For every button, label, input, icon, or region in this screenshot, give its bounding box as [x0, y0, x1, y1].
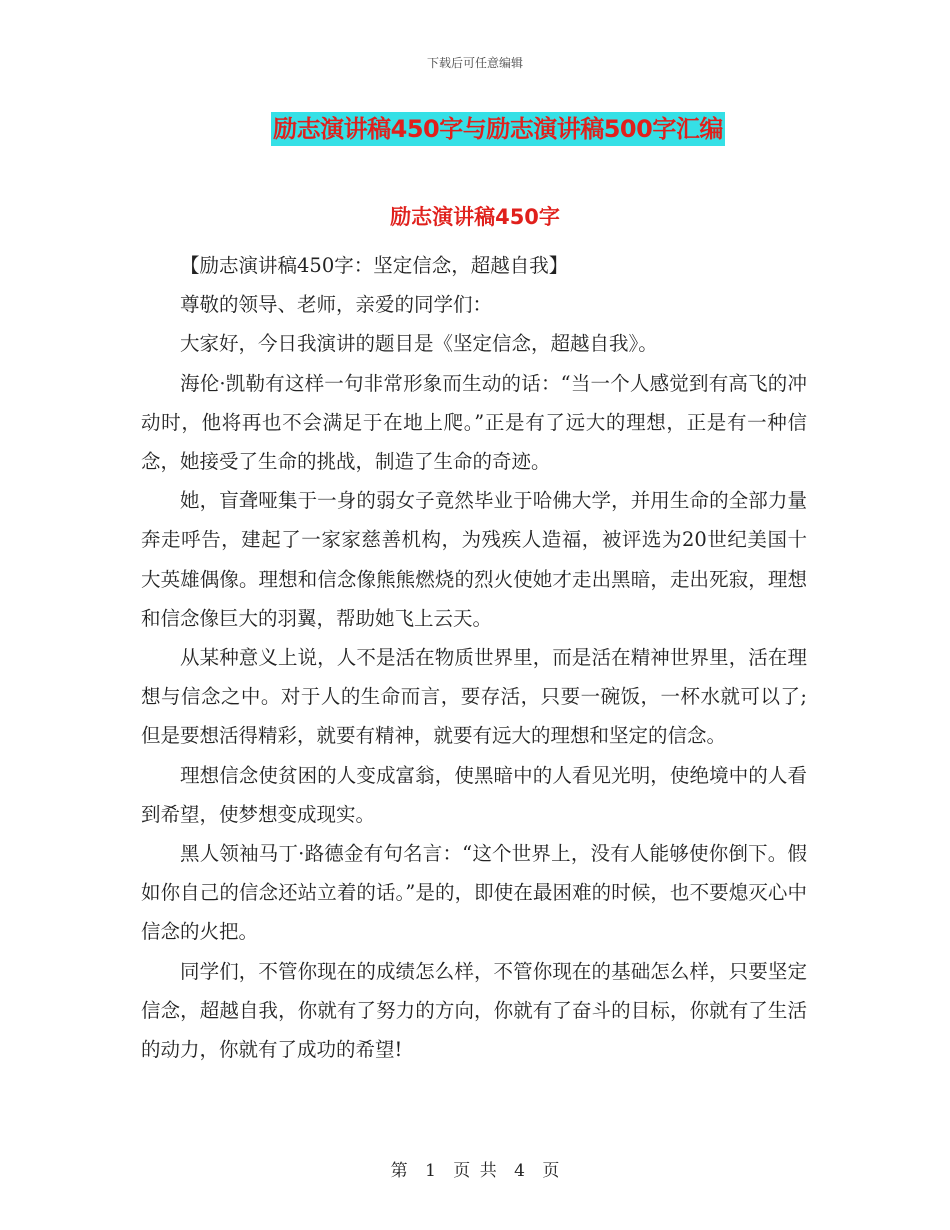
document-title-text: 励志演讲稿450字与励志演讲稿500字汇编: [271, 112, 725, 146]
footer-total-pages: 4: [514, 1161, 525, 1181]
section-title: 励志演讲稿450字: [390, 205, 560, 229]
paragraph: 理想信念使贫困的人变成富翁，使黑暗中的人看见光明，使绝境中的人看到希望，使梦想变成现实。: [141, 763, 807, 826]
paragraph: 大家好，今日我演讲的题目是《坚定信念，超越自我》。: [180, 332, 658, 356]
paragraph: 黑人领袖马丁·路德金有句名言：“这个世界上，没有人能够使你倒下。假如你自己的信念还站立着的话。”是的，即使在最困难的时候，也不要熄灭心中信念的火把。: [141, 842, 807, 944]
footer-mid: 页 共: [453, 1161, 497, 1181]
paragraph: 同学们，不管你现在的成绩怎么样，不管你现在的基础怎么样，只要坚定信念，超越自我，你就有了努力的方向，你就有了奋斗的目标，你就有了生活的动力，你就有了成功的希望!: [141, 959, 807, 1062]
footer-prefix: 第: [390, 1161, 408, 1181]
paragraph: 从某种意义上说，人不是活在物质世界里，而是活在精神世界里，活在理想与信念之中。对于人的生命而言，要存活，只要一碗饭，一杯水就可以了;但是要想活得精彩，就要有精神，就要有远大的理想和坚定的信念。: [141, 646, 807, 748]
paragraph: 海伦·凯勒有这样一句非常形象而生动的话：“当一个人感觉到有高飞的冲动时，他将再也不会满足于在地上爬。”正是有了远大的理想，正是有一种信念，她接受了生命的挑战，制造了生命的奇迹。: [141, 371, 807, 474]
page-footer: [0, 1156, 950, 1181]
document-body: [141, 246, 807, 1069]
header-note: 下载后可任意编辑: [426, 56, 523, 70]
paragraph-salutation: 尊敬的领导、老师，亲爱的同学们：: [180, 293, 493, 317]
footer-suffix: 页: [542, 1161, 560, 1181]
footer-page-number: 1: [425, 1161, 436, 1181]
document-title: [0, 112, 950, 146]
paragraph: 她，盲聋哑集于一身的弱女子竟然毕业于哈佛大学，并用生命的全部力量奔走呼告，建起了一家家慈善机构，为残疾人造福，被评选为20世纪美国十大英雄偶像。理想和信念像熊熊燃烧的烈火使她才走出黑暗，走出死寂，理想和信念像巨大的羽翼，帮助她飞上云天。: [141, 489, 807, 630]
paragraph-subtitle: 【励志演讲稿450字：坚定信念，超越自我】: [180, 254, 569, 277]
